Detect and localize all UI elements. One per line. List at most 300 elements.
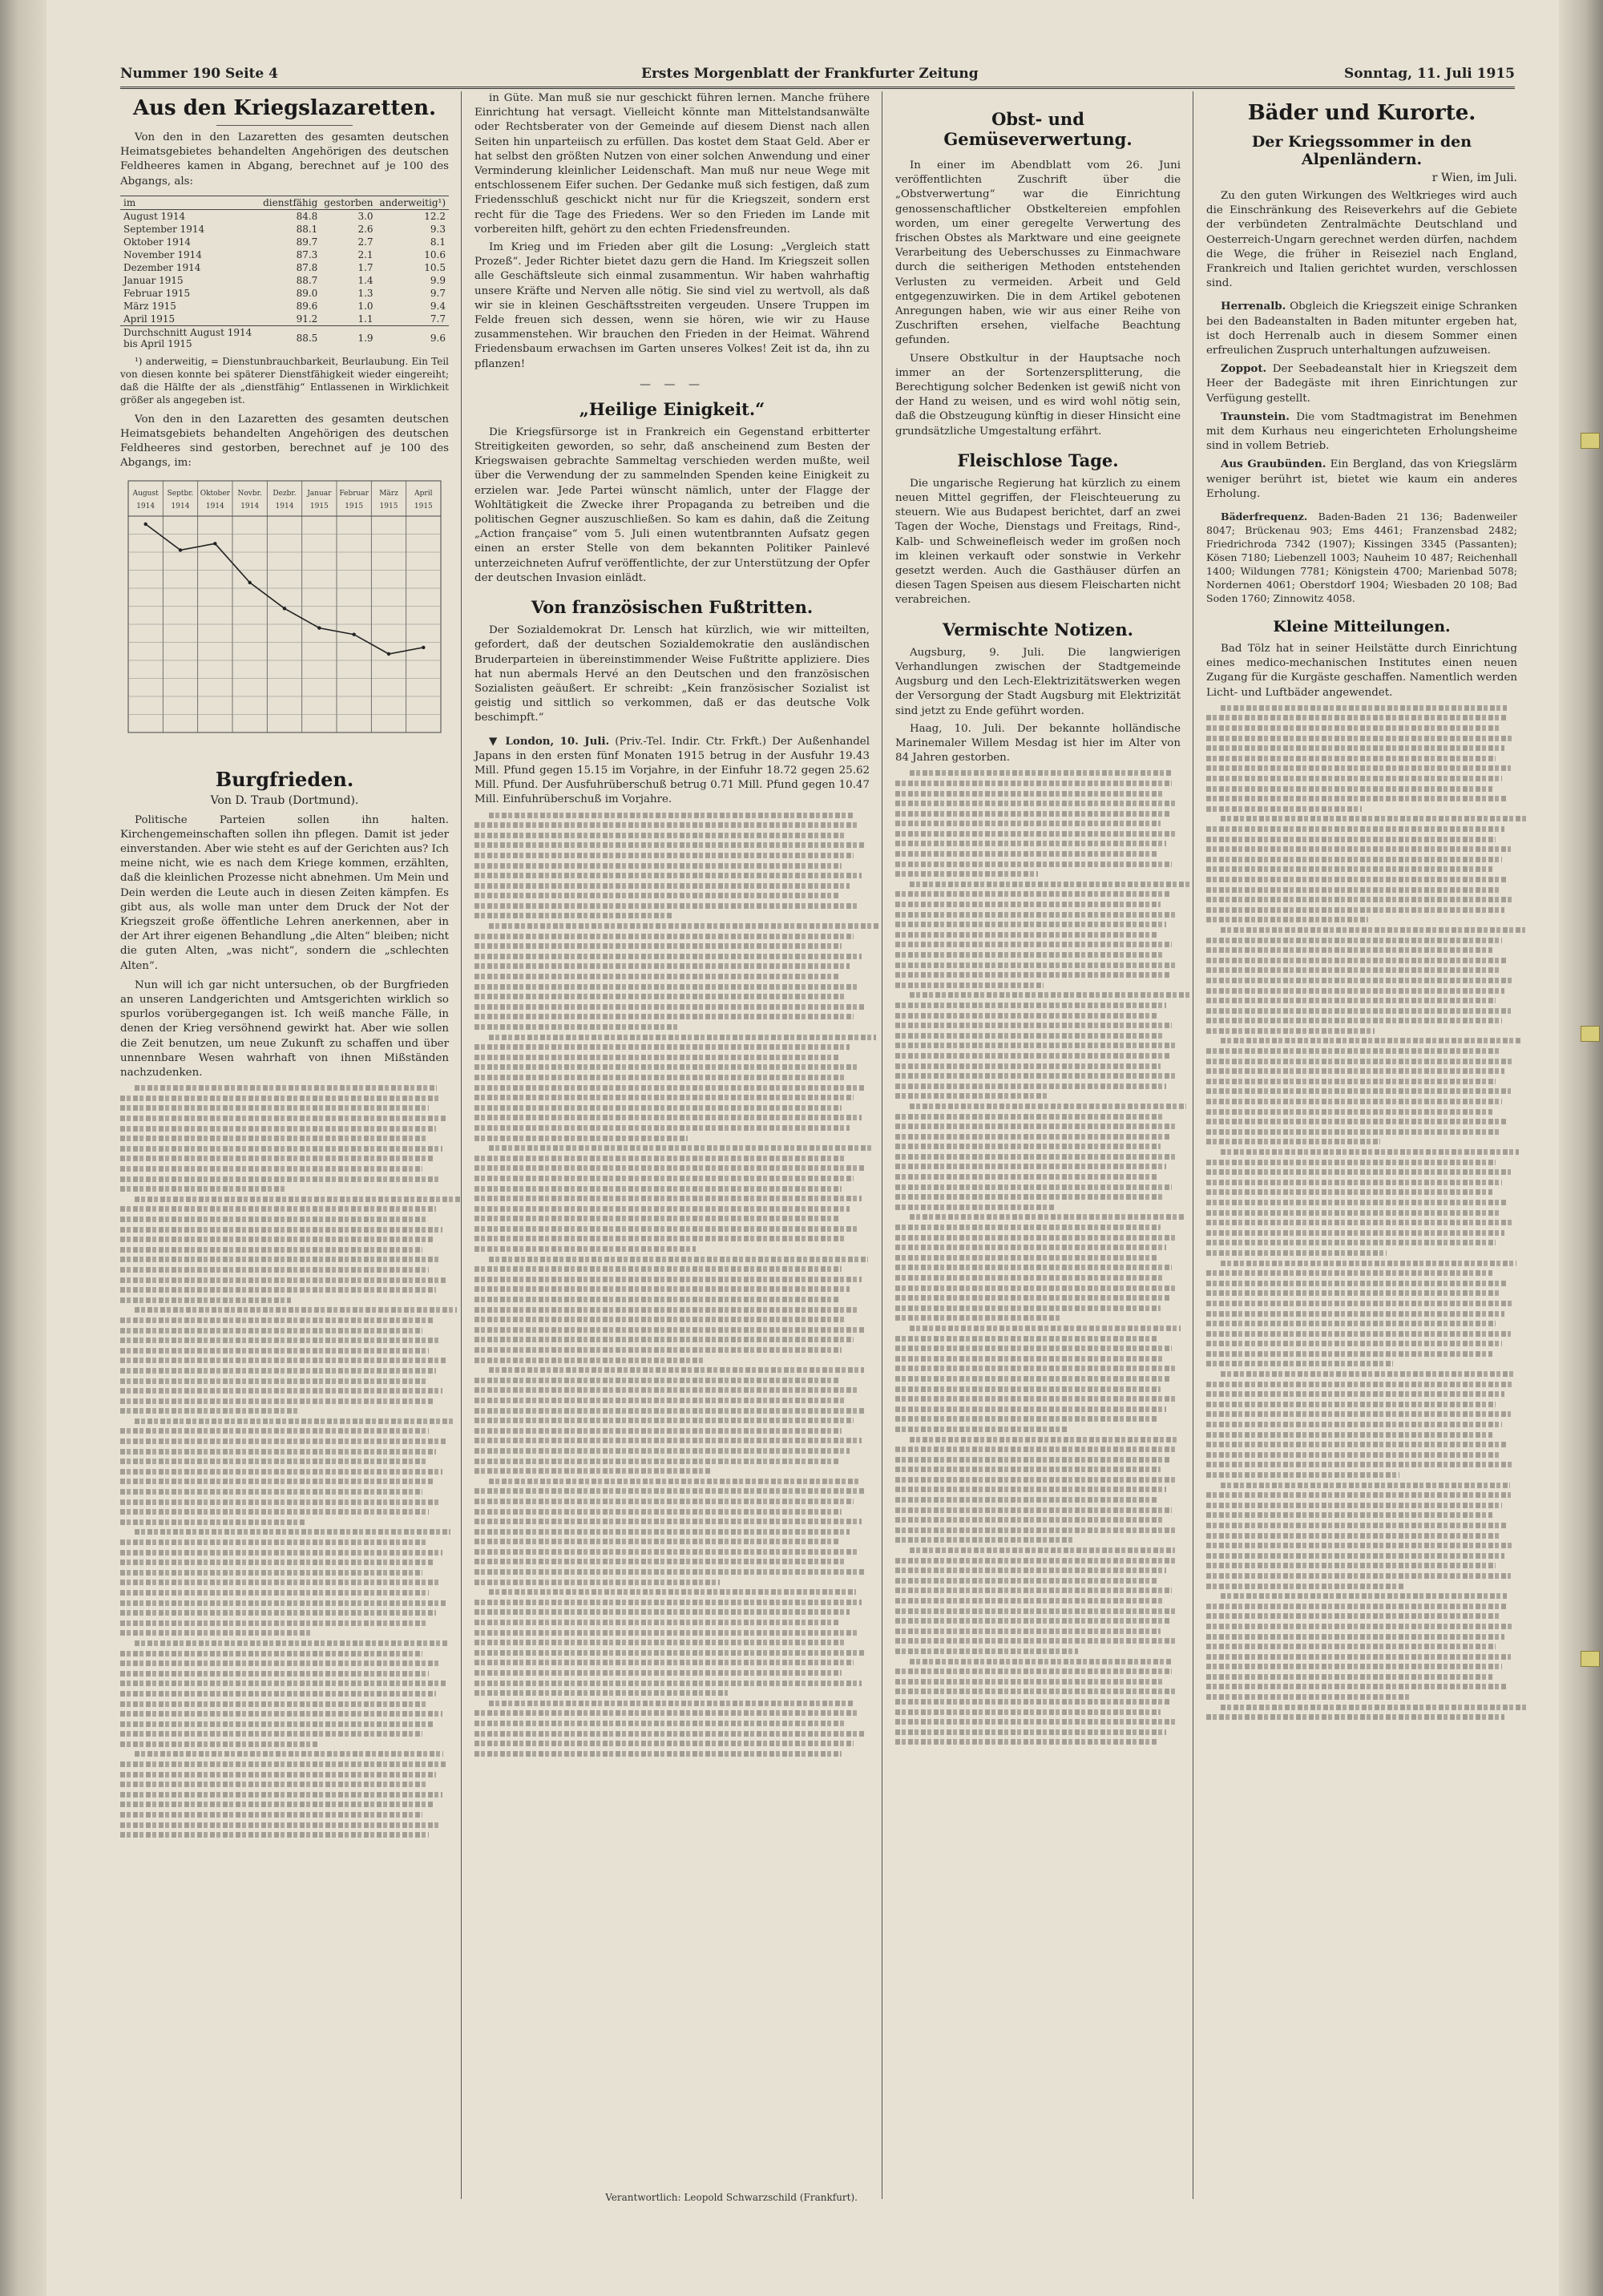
text-line xyxy=(120,1610,436,1616)
text-line xyxy=(120,1701,426,1707)
text-line xyxy=(120,1388,442,1394)
text-line xyxy=(474,1176,854,1181)
text-line xyxy=(1206,1664,1502,1669)
text-line xyxy=(120,1792,442,1798)
text-line xyxy=(1206,1573,1511,1579)
text-line xyxy=(1206,1654,1511,1660)
text-line xyxy=(474,1609,850,1615)
paragraph: Haag, 10. Juli. Der bekannte holländische Marinemaler Willem Mesdag ist hier im Alter von 84 Jahren gestorben. xyxy=(895,722,1181,765)
resort-report xyxy=(1206,299,1517,502)
chart-month-label: August xyxy=(132,489,159,498)
text-line xyxy=(895,1255,1158,1261)
text-line xyxy=(910,1437,1178,1443)
report-text: Der Seebadeanstalt hier in Kriegszeit dem Heer der Badegäste mit ihren Einrichtungen zur Verfügung gestellt. xyxy=(1206,363,1517,405)
table-row xyxy=(120,248,449,261)
column-rule xyxy=(461,91,462,2199)
text-line xyxy=(895,871,1038,877)
text-line xyxy=(489,1479,860,1484)
text-line xyxy=(895,1194,1164,1200)
text-line xyxy=(120,1691,436,1697)
text-line xyxy=(474,1681,862,1686)
text-line xyxy=(1206,1382,1514,1387)
chart-month-label: Januar xyxy=(307,489,332,498)
chart-frame xyxy=(128,481,441,732)
text-line xyxy=(895,1709,1161,1715)
text-line xyxy=(895,1376,1169,1382)
text-line xyxy=(120,1267,429,1273)
table-header: gestorben xyxy=(321,196,376,209)
text-line xyxy=(895,1669,1172,1674)
text-line xyxy=(895,1729,1166,1735)
text-line xyxy=(895,972,1169,978)
table-row xyxy=(120,223,449,236)
article-title: Der Kriegssommer in den Alpenländern. xyxy=(1251,133,1472,168)
text-line xyxy=(120,1206,436,1212)
text-line xyxy=(895,1648,1078,1654)
text-line xyxy=(474,1317,846,1322)
text-line xyxy=(1206,1644,1496,1649)
text-line xyxy=(120,1116,446,1121)
text-line xyxy=(1206,1523,1508,1528)
article-body xyxy=(474,426,870,586)
text-line xyxy=(895,1386,1161,1392)
text-line xyxy=(120,1671,429,1677)
text-line xyxy=(1206,745,1504,751)
table-cell: Durchschnitt August 1914 bis April 1915 xyxy=(120,325,260,350)
text-line xyxy=(1206,1584,1405,1589)
news-notes xyxy=(895,646,1181,766)
text-line xyxy=(1206,1694,1411,1700)
text-line xyxy=(120,1126,436,1132)
text-line xyxy=(895,1396,1175,1402)
text-line xyxy=(474,1620,838,1625)
text-line xyxy=(474,1196,862,1201)
chart-line xyxy=(146,524,424,654)
article-title: Vermischte Notizen. xyxy=(943,619,1133,640)
table-cell: 7.7 xyxy=(430,313,446,325)
text-line xyxy=(895,851,1158,857)
text-line xyxy=(1221,1371,1513,1377)
text-line xyxy=(895,1517,1164,1523)
table-cell: 2.7 xyxy=(357,236,373,248)
report-text: Ein Bergland, das von Kriegslärm weniger berührt ist, bietet wie kaum ein anderes Erholung. xyxy=(1206,458,1518,500)
masthead-rule xyxy=(120,87,1515,89)
text-line xyxy=(895,1457,1169,1463)
text-line xyxy=(895,1608,1177,1614)
text-line xyxy=(474,1751,842,1757)
text-line xyxy=(1221,927,1525,933)
text-line xyxy=(1206,1139,1380,1144)
page-tab xyxy=(1581,1026,1600,1042)
text-line xyxy=(895,1033,1164,1039)
text-line xyxy=(474,1105,842,1111)
text-line xyxy=(895,1003,1166,1008)
article-title: Von französischen Fußtritten. xyxy=(531,597,814,618)
table-header: anderweitig¹) xyxy=(377,196,449,209)
text-line xyxy=(474,1468,712,1474)
text-line xyxy=(120,1378,426,1384)
text-line xyxy=(895,1598,1164,1604)
text-line xyxy=(474,842,866,848)
text-line xyxy=(1206,938,1502,943)
text-line xyxy=(895,1487,1166,1492)
text-line xyxy=(474,1347,842,1353)
text-line xyxy=(474,1499,854,1504)
text-line xyxy=(895,1013,1158,1019)
text-line xyxy=(120,1358,446,1363)
table-row xyxy=(120,274,449,287)
text-line xyxy=(120,1277,446,1283)
table-cell: März 1915 xyxy=(123,300,176,312)
table-cell: 1.0 xyxy=(357,300,373,312)
text-line xyxy=(1206,1099,1502,1104)
text-line xyxy=(120,1186,285,1192)
text-line xyxy=(1206,1472,1399,1478)
text-line xyxy=(895,1416,1158,1422)
text-line xyxy=(120,1368,436,1374)
paragraph: Augsburg, 9. Juli. Die langwierigen Verhandlungen zwischen der Stadtgemeinde Augsburg und den Lech-Elektrizitätswerken wegen der Versorgung der Stadt Augsburg mit Elektrizität sind jetzt zu Ende geführt worden. xyxy=(895,646,1181,717)
chart-year-label: 1914 xyxy=(205,502,224,510)
text-line xyxy=(120,1428,429,1434)
chart-month-label: Februar xyxy=(339,489,369,498)
text-line xyxy=(120,1166,422,1172)
text-line xyxy=(474,1428,842,1434)
chart-month-label: Dezbr. xyxy=(273,489,297,498)
text-line xyxy=(1221,705,1507,711)
text-line xyxy=(474,1539,838,1544)
text-line xyxy=(474,1307,858,1313)
text-line xyxy=(120,1439,446,1444)
chart-year-label: 1914 xyxy=(240,502,260,510)
text-line xyxy=(120,1348,429,1354)
chart-year-label: 1915 xyxy=(414,502,433,510)
text-line xyxy=(1206,1543,1514,1548)
text-line xyxy=(474,1600,862,1605)
text-line xyxy=(120,1761,446,1767)
report-heading: Traunstein. xyxy=(1221,410,1290,423)
table-cell: 9.4 xyxy=(430,300,446,312)
text-line xyxy=(135,1640,447,1646)
table-row xyxy=(120,209,449,223)
text-line xyxy=(474,963,850,969)
table-cell: November 1914 xyxy=(123,248,202,260)
text-line xyxy=(1206,1563,1496,1568)
table-cell: April 1915 xyxy=(123,313,176,325)
text-line xyxy=(1206,887,1499,893)
text-line xyxy=(135,1418,454,1424)
text-line xyxy=(895,1336,1158,1342)
text-line xyxy=(1206,1331,1511,1337)
table-row xyxy=(120,300,449,313)
text-line xyxy=(1206,866,1492,872)
text-line xyxy=(120,1287,436,1293)
chart-month-label: Novbr. xyxy=(237,489,262,498)
text-line xyxy=(1206,1088,1511,1094)
report-text: Die vom Stadtmagistrat im Benehmen mit dem Kurhaus neu eingerichteten Erholungsheime sind in vollem Betrieb. xyxy=(1206,410,1517,453)
table-cell: 87.3 xyxy=(296,248,318,260)
text-line xyxy=(895,1426,1067,1432)
text-line xyxy=(895,1225,1161,1230)
text-line xyxy=(474,984,858,990)
text-line xyxy=(474,994,846,999)
table-cell: 89.7 xyxy=(296,236,318,248)
text-line xyxy=(1206,917,1368,922)
text-line xyxy=(895,1053,1169,1059)
text-line xyxy=(895,1356,1164,1362)
text-line xyxy=(1206,1432,1492,1438)
text-line xyxy=(474,1075,846,1080)
text-line xyxy=(895,1275,1164,1281)
text-line xyxy=(474,1216,838,1221)
table-cell: 91.2 xyxy=(296,313,318,325)
text-line xyxy=(895,1305,1161,1311)
report-heading: Herrenalb. xyxy=(1221,300,1286,313)
text-line xyxy=(1206,1613,1499,1619)
table-cell: 2.6 xyxy=(357,223,373,235)
text-line xyxy=(474,1559,846,1564)
paragraph: Bad Tölz hat in seiner Heilstätte durch Einrichtung eines medico-mechanischen Institutes einen neuen Zugang für die Kurgäste geschaffen. Namentlich werden Licht- und Luftbäder angewendet. xyxy=(1206,643,1517,699)
chart-year-label: 1915 xyxy=(379,502,398,510)
table-cell: 1.1 xyxy=(357,313,373,325)
text-line xyxy=(1206,947,1492,953)
text-line xyxy=(120,1731,422,1737)
table-header-row xyxy=(120,196,449,209)
text-line xyxy=(474,1136,688,1141)
text-line xyxy=(1221,816,1528,821)
text-line xyxy=(1206,978,1514,983)
text-line xyxy=(120,1741,317,1747)
article-body xyxy=(895,159,1181,439)
text-line xyxy=(489,813,853,818)
text-line xyxy=(1206,988,1504,994)
text-line xyxy=(120,1832,429,1838)
text-line xyxy=(120,1479,433,1484)
text-line xyxy=(120,1328,422,1334)
text-line xyxy=(120,1146,442,1152)
text-line xyxy=(910,882,1192,887)
text-line xyxy=(895,1699,1169,1705)
text-line xyxy=(895,1406,1166,1412)
text-line xyxy=(120,1630,311,1636)
table-row xyxy=(120,236,449,248)
text-line xyxy=(895,962,1177,968)
text-line xyxy=(474,1286,850,1292)
text-line xyxy=(895,1537,1072,1543)
text-line xyxy=(474,1529,850,1535)
table-row xyxy=(120,261,449,274)
text-line xyxy=(1206,1028,1375,1034)
text-line xyxy=(474,1165,866,1171)
table-cell: 88.5 xyxy=(260,325,321,350)
text-line xyxy=(474,1055,838,1060)
chart-year-label: 1915 xyxy=(309,502,329,510)
text-line xyxy=(1206,715,1508,720)
article-title: Fleischlose Tage. xyxy=(957,450,1119,470)
text-line xyxy=(120,1651,422,1656)
text-line xyxy=(895,1265,1172,1270)
text-line xyxy=(1206,1311,1504,1317)
text-line xyxy=(1206,877,1508,882)
text-line xyxy=(1206,1169,1511,1175)
text-line xyxy=(120,1681,446,1686)
text-line xyxy=(120,1570,422,1576)
text-line xyxy=(489,1145,872,1151)
table-cell: 9.3 xyxy=(430,223,446,235)
table-cell: 9.6 xyxy=(377,325,449,350)
report-heading: Bäderfrequenz. xyxy=(1221,510,1308,523)
text-line xyxy=(135,1085,437,1091)
text-line xyxy=(895,1164,1166,1169)
table-body xyxy=(120,209,449,350)
report-text: Obgleich die Kriegszeit einige Schranken bei den Badeanstalten in Baden mitunter ergeben hat, ist doch Herrenalb auch in diesem Sommer einen erfreulichen Zuspruch unterhaltungen aufzuweisen. xyxy=(1206,301,1517,357)
text-line xyxy=(120,1408,297,1414)
text-line xyxy=(120,1136,426,1141)
text-line xyxy=(1206,857,1502,862)
text-line xyxy=(895,1235,1175,1241)
divider xyxy=(216,125,353,126)
chart-month-label: März xyxy=(379,489,398,498)
text-line xyxy=(1206,1674,1492,1680)
text-line xyxy=(474,1721,846,1726)
statistics-table xyxy=(120,196,449,350)
text-line xyxy=(1206,998,1496,1003)
text-line xyxy=(474,1509,842,1515)
paragraph: Von den in den Lazaretten des gesamten deutschen Heimatsgebietes behandelten Angehörigen des deutschen Feldheeres kamen in Abgang, berechnet auf je 100 des Abgangs, als: xyxy=(120,131,449,188)
text-line xyxy=(474,1337,854,1342)
divider-ornament: — — — xyxy=(640,377,705,391)
text-line xyxy=(1206,1200,1508,1205)
text-line xyxy=(474,1731,866,1737)
text-line xyxy=(474,1297,838,1302)
text-line xyxy=(120,1297,291,1303)
text-line xyxy=(895,1124,1177,1129)
text-line xyxy=(489,1701,853,1706)
text-line xyxy=(895,1184,1172,1190)
text-line xyxy=(895,1618,1169,1624)
text-line xyxy=(895,1739,1158,1745)
table-cell: 2.1 xyxy=(357,248,373,260)
text-line xyxy=(1206,1624,1514,1629)
text-line xyxy=(474,1448,850,1454)
text-line xyxy=(1206,1230,1504,1236)
article-intro xyxy=(120,131,449,189)
text-line xyxy=(895,1679,1164,1685)
text-line xyxy=(1206,1341,1502,1346)
text-line xyxy=(895,781,1172,786)
text-line xyxy=(474,1408,866,1414)
text-line xyxy=(474,1156,846,1161)
table-cell: 88.1 xyxy=(296,223,318,235)
text-line xyxy=(474,1650,866,1656)
text-line xyxy=(1206,1462,1514,1467)
text-line xyxy=(120,1499,439,1505)
text-line xyxy=(895,1578,1158,1584)
text-line xyxy=(474,1064,858,1070)
text-line xyxy=(895,1063,1161,1069)
text-line xyxy=(895,922,1166,927)
text-line xyxy=(474,1630,858,1636)
text-line xyxy=(120,1660,439,1666)
text-line xyxy=(120,1156,433,1161)
text-line xyxy=(1206,1180,1502,1185)
text-line xyxy=(474,1519,862,1524)
table-cell: 1.3 xyxy=(357,287,373,299)
text-line xyxy=(895,821,1161,826)
text-line xyxy=(895,1497,1158,1503)
text-line xyxy=(135,1751,443,1757)
text-line xyxy=(895,831,1175,837)
text-line xyxy=(474,1378,838,1383)
paragraph: Nun will ich gar nicht untersuchen, ob der Burgfrieden an unseren Landgerichten und Amtsgerichten wirklich so spurlos vorübergegangen ist. Ich weiß manche Fälle, in denen der Krieg versöhnend gewirkt hat. Aber wie sollen die Zeit benutzen, um neue Zukunft zu schaffen und über unnennbare Wesen wahrhaft von ihnen Mißständen nachzudenken. xyxy=(120,979,449,1079)
dateline: r Wien, im Juli. xyxy=(1431,171,1517,184)
table-cell: Januar 1915 xyxy=(123,274,184,286)
text-line xyxy=(1206,1503,1502,1508)
text-line xyxy=(895,1043,1177,1048)
article-title: Obst- und Gemüseverwertung. xyxy=(943,109,1133,149)
text-line xyxy=(895,841,1166,846)
text-line xyxy=(120,1257,439,1262)
text-line xyxy=(1206,725,1499,731)
text-line xyxy=(120,1550,442,1556)
column-2 xyxy=(474,91,870,2200)
text-line xyxy=(474,1125,850,1131)
text-line xyxy=(120,1620,426,1626)
table-cell: 9.7 xyxy=(430,287,446,299)
text-line xyxy=(895,891,1169,897)
text-line xyxy=(1206,1452,1499,1458)
text-line xyxy=(1221,1149,1519,1155)
text-line xyxy=(895,983,1044,988)
text-line xyxy=(895,1204,1055,1210)
text-line xyxy=(1206,1492,1511,1498)
text-line xyxy=(474,934,854,939)
text-line xyxy=(120,1247,422,1253)
table-cell: 1.7 xyxy=(357,261,373,273)
text-line xyxy=(474,1640,846,1645)
text-line xyxy=(895,1588,1172,1593)
table-cell: 9.9 xyxy=(430,274,446,286)
chart-month-label: April xyxy=(414,489,433,498)
text-line xyxy=(120,1227,442,1233)
text-line xyxy=(120,1802,433,1807)
text-line xyxy=(474,1024,680,1030)
table-footnote xyxy=(120,355,449,406)
text-line xyxy=(474,1246,696,1252)
text-line xyxy=(910,1547,1175,1553)
paragraph: Politische Parteien sollen ihn halten. Kirchengemeinschaften sollen ihn pflegen. Damit ist jeder einverstanden. Aber wie steht es auf der Gerichten aus? Ich meine nicht, wie es nach dem Kriege kommen, erzählten, daß die kleinlichen Prozesse nicht abnehmen. Um Mein und Dein werden die Leute auch in diesen Zeiten kämpfen. Es gibt aus, als wolle man unter dem Druck der Not der Kriegszeit große öffentliche Lehren anerkennen, aber in der Art ihrer eigenen Behandlung „die Alten“ bleiben; nicht die guten Alten, „was nicht“, sondern die „schlechten Alten“. xyxy=(120,813,449,972)
text-line xyxy=(895,1638,1175,1644)
text-line xyxy=(489,1367,864,1373)
paragraph: In einer im Abendblatt vom 26. Juni veröffentlichten Zuschrift über die „Obstverwertung“ war die Einrichtung genossenschaftlicher Obstkeltereien empfohlen worden, um einer geregelte Verwertung des frischen Obstes als Marktware und eine geeignete Verarbeitung des Ueberschusses zu Einmachware durch die seitherigen Methoden entstehenden Verlusten zu vermeiden. Arbeit und Geld entgegenzuwirken. Die in dem Artikel gebotenen Anregungen haben, wie wir aus einer Reihe von Zuschriften ersehen, vielfache Beachtung gefunden. xyxy=(895,159,1181,347)
text-line xyxy=(895,1477,1175,1483)
text-line xyxy=(1221,1593,1507,1599)
text-line xyxy=(895,1154,1175,1160)
text-line xyxy=(474,1236,846,1241)
text-line xyxy=(1206,736,1514,741)
text-line xyxy=(474,1004,866,1010)
text-line xyxy=(1206,786,1492,792)
chart-month-label: Septbr. xyxy=(167,489,194,498)
text-line xyxy=(1221,1038,1522,1043)
text-line xyxy=(120,1338,439,1343)
note-text: (Priv.-Tel. Indir. Ctr. Frkft.) Der Außenhandel Japans in den ersten fünf Monaten 1915 betrug in der Ausfuhr 19.43 Mill. Pfund gegen 15.15 im Vorjahre, in der Einfuhr 18.72 gegen 25.62 Mill. Pfund. Der Ausfuhrüberschuß betrug 0.71 Mill. Pfund gegen 10.47 Mill. Einfuhrüberschuß im Vorjahre. xyxy=(474,735,870,806)
text-line xyxy=(895,1144,1161,1149)
text-line xyxy=(895,912,1175,918)
text-line xyxy=(474,1438,862,1443)
text-line xyxy=(895,1093,1049,1099)
text-line xyxy=(120,1539,426,1545)
text-line xyxy=(474,1095,854,1100)
